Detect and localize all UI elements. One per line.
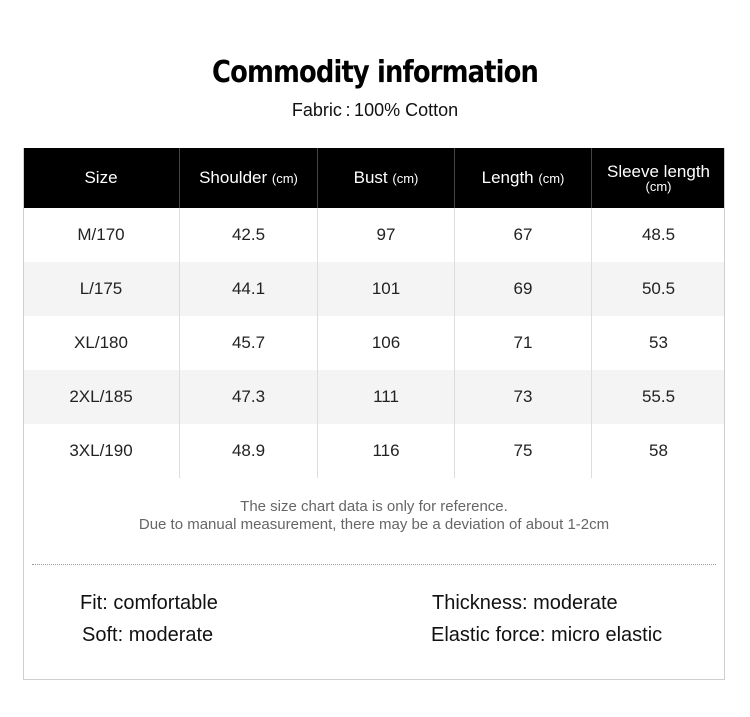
- cell-size: M/170: [77, 225, 125, 244]
- table-row: [23, 208, 725, 262]
- cell-size: 3XL/190: [69, 441, 133, 460]
- cell-sleeve-length: 58: [592, 424, 726, 478]
- disclaimer: [24, 498, 724, 534]
- attribute-fit: Fit: comfortable: [80, 592, 218, 614]
- column-label: Size: [84, 168, 118, 187]
- column-unit: (cm): [271, 171, 298, 186]
- cell-shoulder: 45.7: [180, 316, 318, 370]
- cell-length: 67: [455, 208, 592, 262]
- table-row: [23, 262, 725, 316]
- cell-shoulder: 48.9: [180, 424, 318, 478]
- notes-panel: [23, 474, 725, 680]
- column-header-sleeve-length: [592, 148, 726, 208]
- fabric-info: Fabric : 100% Cotton: [291, 100, 459, 120]
- cell-size: 2XL/185: [23, 370, 180, 424]
- column-header-size: [23, 148, 180, 208]
- dotted-divider: [32, 564, 716, 565]
- column-header-bust: [318, 148, 455, 208]
- cell-bust: 101: [318, 262, 455, 316]
- cell-shoulder: 44.1: [180, 262, 318, 316]
- attribute-thickness: Thickness: moderate: [432, 592, 618, 614]
- column-header-length: [455, 148, 592, 208]
- cell-shoulder: 42.5: [180, 208, 318, 262]
- disclaimer-line: The size chart data is only for reference.: [240, 498, 508, 515]
- cell-sleeve-length: 53: [592, 316, 726, 370]
- cell-length: 69: [455, 262, 592, 316]
- column-label: Bust: [353, 168, 388, 187]
- disclaimer-line: Due to manual measurement, there may be a deviation of about 1-2cm: [138, 516, 610, 533]
- cell-bust: 111: [318, 370, 455, 424]
- column-label: Shoulder: [199, 168, 268, 187]
- cell-length: 73: [455, 370, 592, 424]
- table-header-row: [23, 148, 725, 208]
- cell-bust: 106: [318, 316, 455, 370]
- column-unit: (cm): [538, 171, 565, 186]
- cell-sleeve-length: 48.5: [592, 208, 726, 262]
- column-header-shoulder: [180, 148, 318, 208]
- cell-size: XL/180: [74, 333, 128, 352]
- page-title: Commodity information: [212, 55, 538, 90]
- table-row: [23, 316, 725, 370]
- attribute-elastic: Elastic force: micro elastic: [431, 624, 663, 646]
- cell-length: 75: [455, 424, 592, 478]
- size-chart-table: [23, 148, 725, 478]
- cell-sleeve-length: 55.5: [592, 370, 726, 424]
- column-unit: (cm): [392, 171, 419, 186]
- column-unit: (cm): [645, 179, 672, 194]
- cell-size: L/175: [23, 262, 180, 316]
- cell-sleeve-length: 50.5: [592, 262, 726, 316]
- cell-bust: 97: [318, 208, 455, 262]
- cell-bust: 116: [318, 424, 455, 478]
- column-label: Sleeve length: [606, 162, 711, 181]
- column-label: Length: [481, 168, 534, 187]
- cell-length: 71: [455, 316, 592, 370]
- cell-shoulder: 47.3: [180, 370, 318, 424]
- attribute-soft: Soft: moderate: [82, 624, 214, 646]
- table-row: [23, 370, 725, 424]
- table-row: [23, 424, 725, 478]
